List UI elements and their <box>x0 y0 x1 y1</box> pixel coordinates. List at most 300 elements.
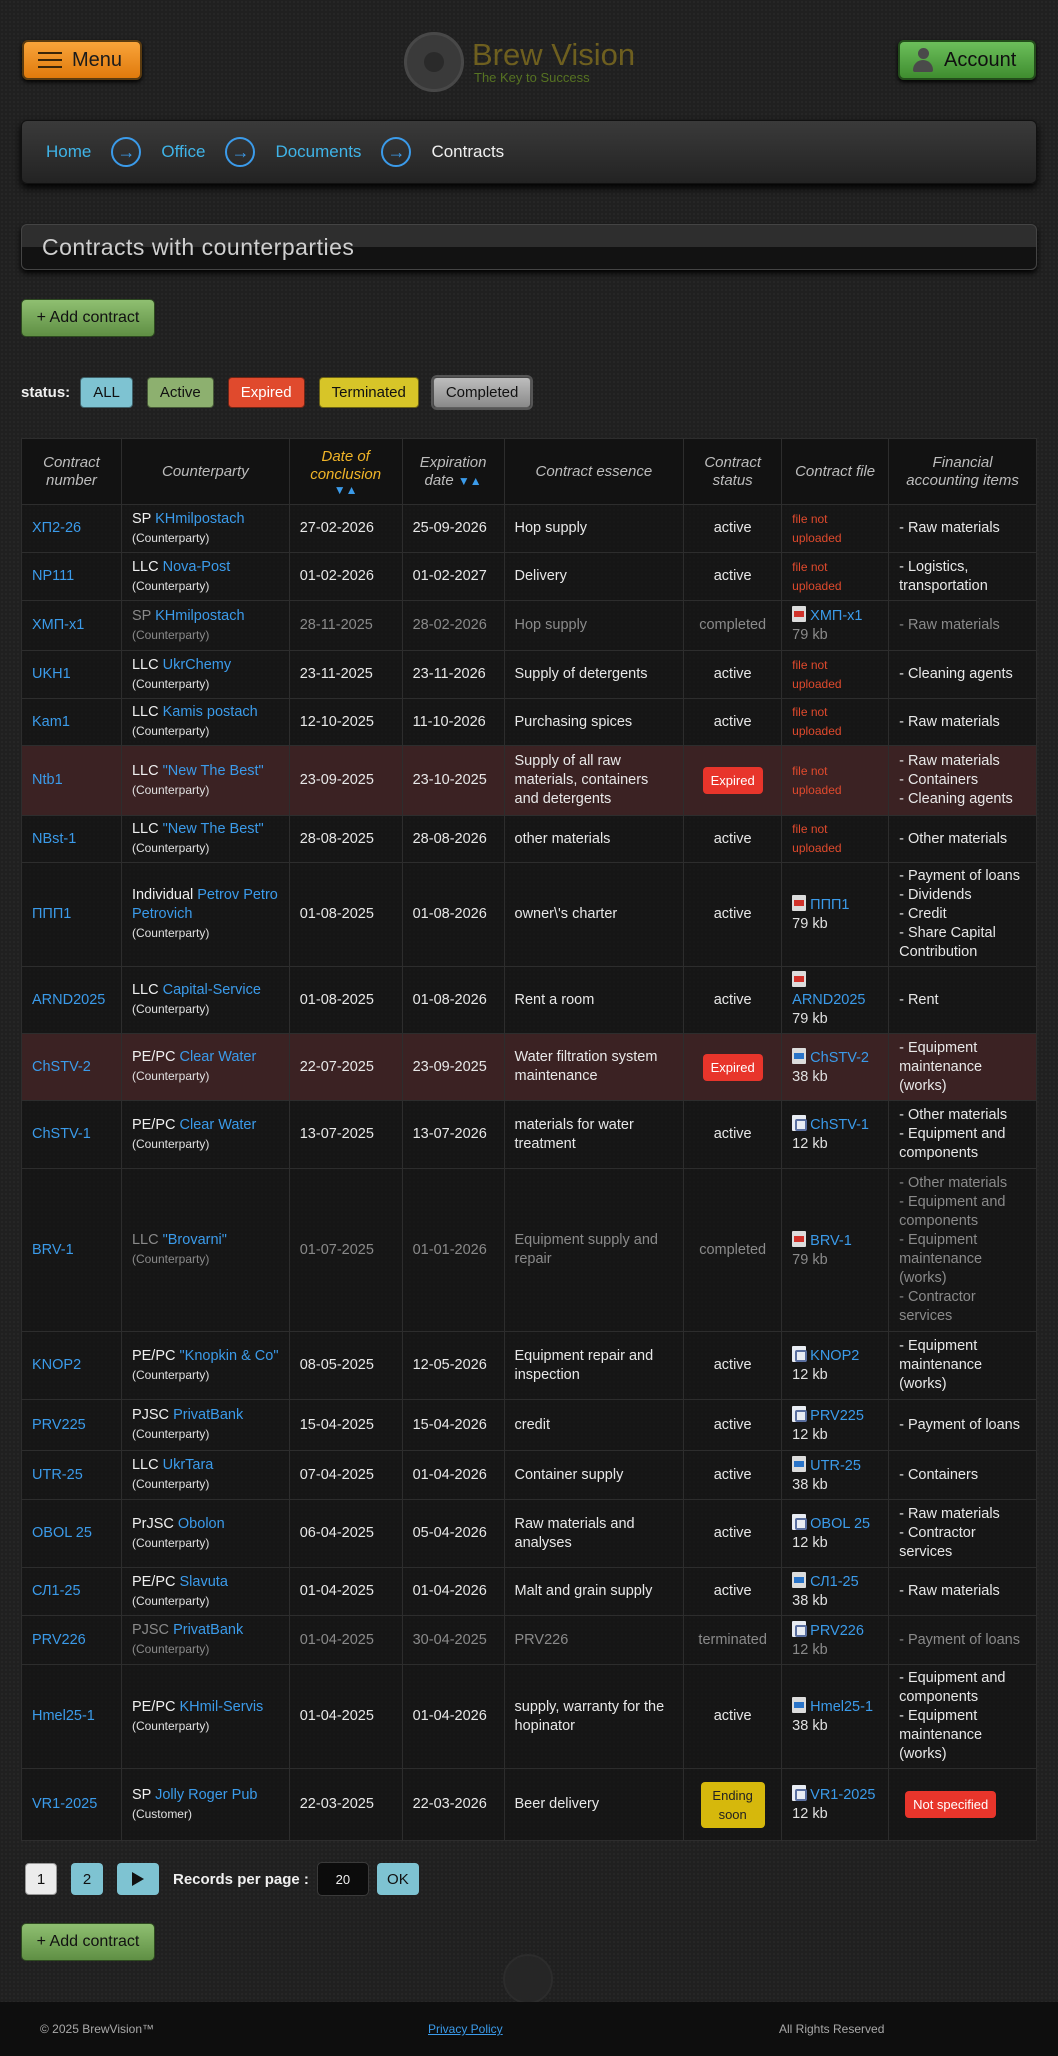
conclusion-date-cell: 12-10-2025 <box>289 699 402 746</box>
contract-number-cell <box>22 746 122 816</box>
accounting-cell <box>889 1034 1037 1101</box>
essence-cell: Equipment repair and inspection <box>504 1332 684 1400</box>
contract-number-cell <box>22 1769 122 1841</box>
accounting-cell <box>889 601 1037 651</box>
counterparty-role: (Counterparty) <box>131 1069 210 1083</box>
file-size: 12 kb <box>792 1535 828 1551</box>
contract-file-link[interactable]: BRV-1 <box>810 1232 852 1249</box>
breadcrumb-current: Contracts <box>431 142 505 161</box>
accounting-items: - Cleaning agents <box>899 666 1013 682</box>
status-text: completed <box>699 1241 767 1258</box>
file-not-uploaded: file not uploaded <box>792 705 842 738</box>
counterparty-link[interactable]: Jolly Roger Pub <box>155 1786 258 1803</box>
contract-number-link[interactable]: Hmel25-1 <box>32 1708 95 1724</box>
status-cell <box>684 505 782 553</box>
scan-file-icon <box>792 1514 806 1530</box>
contract-number-link[interactable]: Kam1 <box>32 713 70 730</box>
table-row <box>22 1451 1037 1500</box>
user-icon <box>912 48 934 72</box>
status-cell <box>684 863 782 967</box>
contract-number-cell <box>22 651 122 699</box>
contract-number-link[interactable]: PRV225 <box>32 1416 86 1433</box>
contract-file-link[interactable]: UTR-25 <box>810 1457 861 1474</box>
accounting-cell <box>889 505 1037 553</box>
expiration-date-cell: 01-01-2026 <box>402 1169 504 1332</box>
contract-file-link[interactable]: VR1-2025 <box>810 1787 876 1803</box>
status-cell <box>684 651 782 699</box>
contract-number-link[interactable]: UKH1 <box>32 666 71 682</box>
status-badge: Ending soon <box>701 1782 765 1828</box>
conclusion-date-cell: 07-04-2025 <box>289 1451 402 1500</box>
company-type: LLC <box>131 558 159 575</box>
doc-file-icon <box>792 1697 806 1713</box>
status-text: active <box>713 1708 752 1724</box>
table-row <box>22 699 1037 746</box>
pdf-file-icon <box>792 606 806 622</box>
accounting-cell <box>889 1169 1037 1332</box>
counterparty-role: (Counterparty) <box>131 1535 210 1550</box>
privacy-policy-link[interactable]: Privacy Policy <box>428 2022 503 2036</box>
accounting-cell <box>889 1500 1037 1568</box>
col-contract-essence: Contract essence <box>504 439 684 505</box>
essence-cell: supply, warranty for the hopinator <box>504 1665 684 1769</box>
file-size: 79 kb <box>792 627 828 643</box>
status-text: terminated <box>698 1631 767 1648</box>
status-terminated-button[interactable]: Terminated <box>319 377 419 408</box>
col-contract-number: Contract number <box>22 439 122 505</box>
company-type: Individual <box>131 887 194 903</box>
accounting-items: - Equipment maintenance (works) <box>899 1338 983 1392</box>
contract-number-link[interactable]: ChSTV-1 <box>32 1126 91 1142</box>
file-size: 38 kb <box>792 1068 828 1085</box>
status-text: active <box>713 1583 752 1599</box>
accounting-cell <box>889 1332 1037 1400</box>
essence-cell: Hop supply <box>504 601 684 651</box>
file-not-uploaded: file not uploaded <box>792 763 842 797</box>
expiration-date-cell: 15-04-2026 <box>402 1400 504 1451</box>
status-text: active <box>713 830 752 847</box>
accounting-items: - Equipment maintenance (works) <box>899 1039 983 1094</box>
counterparty-role: (Counterparty) <box>131 1002 210 1016</box>
file-cell <box>782 553 889 601</box>
conclusion-date-cell: 22-03-2025 <box>289 1769 402 1841</box>
accounting-items: - Raw materials <box>899 1583 1000 1599</box>
file-not-uploaded: file not uploaded <box>792 559 842 593</box>
accounting-cell <box>889 967 1037 1034</box>
file-size: 12 kb <box>792 1136 828 1152</box>
contract-number-link[interactable]: KNOP2 <box>32 1357 82 1373</box>
logo[interactable] <box>404 30 635 94</box>
file-cell <box>782 746 889 816</box>
company-type: LLC <box>131 762 159 779</box>
counterparty-link[interactable]: "New The Best" <box>162 762 264 779</box>
table-row <box>22 1169 1037 1332</box>
status-cell <box>684 1769 782 1841</box>
counterparty-link[interactable]: Clear Water <box>179 1116 257 1133</box>
contract-file-link[interactable]: Hmel25-1 <box>810 1699 874 1715</box>
status-filter <box>21 376 545 408</box>
contract-file-link[interactable]: СЛ1-25 <box>810 1574 859 1590</box>
contract-number-link[interactable]: OBOL 25 <box>32 1525 92 1541</box>
status-completed-button[interactable]: Completed <box>433 377 532 408</box>
counterparty-role: (Counterparty) <box>131 1477 210 1491</box>
accounting-cell <box>889 1665 1037 1769</box>
file-cell <box>782 651 889 699</box>
conclusion-date-cell: 28-11-2025 <box>289 601 402 651</box>
file-cell <box>782 1769 889 1841</box>
col-expiration-date[interactable] <box>402 439 504 505</box>
file-cell <box>782 1034 889 1101</box>
expiration-date-cell: 28-02-2026 <box>402 601 504 651</box>
status-cell <box>684 1665 782 1769</box>
table-header-row <box>22 439 1037 505</box>
contract-number-link[interactable]: VR1-2025 <box>32 1796 98 1812</box>
contract-number-cell <box>22 1400 122 1451</box>
counterparty-cell <box>121 1616 289 1665</box>
counterparty-role: (Counterparty) <box>131 926 210 940</box>
conclusion-date-cell: 15-04-2025 <box>289 1400 402 1451</box>
file-not-uploaded: file not uploaded <box>792 511 842 545</box>
conclusion-date-cell: 27-02-2026 <box>289 505 402 553</box>
counterparty-link[interactable]: Nova-Post <box>162 558 231 575</box>
counterparty-cell <box>121 816 289 863</box>
status-cell <box>684 1500 782 1568</box>
counterparty-cell <box>121 1568 289 1616</box>
counterparty-link[interactable]: UkrChemy <box>162 656 232 673</box>
file-size: 79 kb <box>792 1011 828 1027</box>
scan-file-icon <box>792 1346 806 1362</box>
contract-number-link[interactable]: ХП2-26 <box>32 520 82 536</box>
conclusion-date-cell: 01-08-2025 <box>289 863 402 967</box>
scan-file-icon <box>792 1621 806 1637</box>
status-all-button[interactable]: ALL <box>80 377 133 408</box>
expiration-date-cell: 13-07-2026 <box>402 1101 504 1169</box>
essence-cell: other materials <box>504 816 684 863</box>
counterparty-link[interactable]: Slavuta <box>179 1573 228 1590</box>
add-contract-button[interactable]: + Add contract <box>21 299 155 337</box>
file-not-uploaded: file not uploaded <box>792 657 842 691</box>
file-size: 79 kb <box>792 1251 828 1268</box>
contract-number-link[interactable]: BRV-1 <box>32 1241 74 1258</box>
pagination <box>25 1862 419 1896</box>
file-size: 12 kb <box>792 1426 828 1443</box>
essence-cell: Container supply <box>504 1451 684 1500</box>
table-row <box>22 1101 1037 1169</box>
file-cell <box>782 863 889 967</box>
contract-file-link[interactable]: ChSTV-2 <box>810 1049 869 1066</box>
counterparty-link[interactable]: KHmilpostach <box>155 510 245 527</box>
accounting-cell <box>889 1769 1037 1841</box>
file-cell <box>782 1451 889 1500</box>
counterparty-cell <box>121 967 289 1034</box>
sort-arrows-icon[interactable]: ▼▲ <box>457 473 482 488</box>
accounting-items: - Payment of loans - Dividends - Credit - Share Capital Contribution <box>899 868 1020 960</box>
contract-file-link[interactable]: ХМП-х1 <box>810 608 863 624</box>
status-badge: Expired <box>703 1054 763 1081</box>
accounting-cell <box>889 651 1037 699</box>
company-type: PJSC <box>131 1407 170 1423</box>
counterparty-role: (Counterparty) <box>131 1642 210 1656</box>
records-per-page-label: Records per page : <box>173 1870 309 1888</box>
table-row <box>22 1400 1037 1451</box>
conclusion-date-cell: 08-05-2025 <box>289 1332 402 1400</box>
next-page-button[interactable] <box>117 1863 159 1895</box>
company-type: LLC <box>131 821 159 837</box>
status-text: active <box>713 1416 752 1433</box>
essence-cell: materials for water treatment <box>504 1101 684 1169</box>
doc-file-icon <box>792 1572 806 1588</box>
company-type: PE/PC <box>131 1347 176 1364</box>
contract-number-cell <box>22 1616 122 1665</box>
contract-number-cell <box>22 863 122 967</box>
arrow-right-icon: → <box>225 137 255 167</box>
conclusion-date-cell: 22-07-2025 <box>289 1034 402 1101</box>
add-contract-button-bottom[interactable]: + Add contract <box>21 1923 155 1961</box>
accounting-items: - Equipment and components - Equipment maintenance (works) <box>899 1670 1006 1762</box>
logo-subtitle: The Key to Success <box>474 70 590 85</box>
table-row <box>22 651 1037 699</box>
status-text: active <box>713 906 752 922</box>
table-row <box>22 601 1037 651</box>
contract-number-cell <box>22 1568 122 1616</box>
arrow-right-icon: → <box>111 137 141 167</box>
contract-file-link[interactable]: PRV226 <box>810 1622 864 1639</box>
footer-rights: All Rights Reserved <box>779 2022 885 2036</box>
counterparty-link[interactable]: PrivatBank <box>173 1622 244 1638</box>
contract-number-cell <box>22 1034 122 1101</box>
status-cell <box>684 1034 782 1101</box>
conclusion-date-cell: 01-07-2025 <box>289 1169 402 1332</box>
account-label: Account <box>944 48 1017 71</box>
table-row <box>22 1332 1037 1400</box>
counterparty-link[interactable]: KHmilpostach <box>155 607 245 624</box>
menu-button[interactable] <box>22 40 142 80</box>
essence-cell: Equipment supply and repair <box>504 1169 684 1332</box>
essence-cell: Hop supply <box>504 505 684 553</box>
contract-number-link[interactable]: ХМП-х1 <box>32 617 85 633</box>
contract-number-link[interactable]: ППП1 <box>32 906 72 922</box>
breadcrumb-home[interactable]: Home <box>46 142 92 161</box>
pdf-file-icon <box>792 895 806 911</box>
status-text: active <box>713 1126 752 1142</box>
contract-number-cell <box>22 1332 122 1400</box>
col-date-of-conclusion[interactable] <box>289 439 402 505</box>
counterparty-cell <box>121 1169 289 1332</box>
expiration-date-cell: 01-08-2026 <box>402 967 504 1034</box>
company-type: PE/PC <box>131 1049 176 1065</box>
contract-number-cell <box>22 1101 122 1169</box>
page-title: Contracts with counterparties <box>21 224 1037 270</box>
contract-number-link[interactable]: NBst-1 <box>32 830 77 847</box>
contract-number-link[interactable]: Ntb1 <box>32 772 63 788</box>
doc-file-icon <box>792 1048 806 1064</box>
contract-number-link[interactable]: PRV226 <box>32 1631 86 1648</box>
company-type: PE/PC <box>131 1573 176 1590</box>
counterparty-link[interactable]: Clear Water <box>179 1049 257 1065</box>
contract-number-cell <box>22 699 122 746</box>
col-date-of-conclusion-label: Date of conclusion <box>310 447 382 483</box>
counterparty-link[interactable]: Capital-Service <box>162 982 261 998</box>
counterparty-role: (Counterparty) <box>131 627 210 642</box>
counterparty-cell <box>121 651 289 699</box>
essence-cell: PRV226 <box>504 1616 684 1665</box>
status-cell <box>684 553 782 601</box>
doc-file-icon <box>792 1456 806 1472</box>
contract-file-link[interactable]: KNOP2 <box>810 1348 860 1364</box>
conclusion-date-cell: 01-08-2025 <box>289 967 402 1034</box>
contract-number-link[interactable]: ARND2025 <box>32 991 106 1008</box>
file-cell <box>782 816 889 863</box>
file-cell <box>782 1500 889 1568</box>
col-contract-file: Contract file <box>782 439 889 505</box>
counterparty-cell <box>121 1400 289 1451</box>
counterparty-link[interactable]: "Brovarni" <box>162 1232 227 1248</box>
file-cell <box>782 601 889 651</box>
conclusion-date-cell: 13-07-2025 <box>289 1101 402 1169</box>
contract-file-link[interactable]: ChSTV-1 <box>810 1117 869 1133</box>
accounting-items: - Other materials <box>899 830 1008 847</box>
records-per-page-input[interactable] <box>317 1862 369 1896</box>
ok-button[interactable]: OK <box>377 1863 419 1895</box>
contract-number-cell <box>22 816 122 863</box>
status-filter-label: status: <box>21 383 71 401</box>
status-active-button[interactable]: Active <box>147 377 214 408</box>
contract-file-link[interactable]: OBOL 25 <box>810 1516 871 1532</box>
counterparty-link[interactable]: "New The Best" <box>162 821 264 837</box>
conclusion-date-cell: 01-04-2025 <box>289 1568 402 1616</box>
company-type: PE/PC <box>131 1698 176 1715</box>
status-cell <box>684 816 782 863</box>
sort-arrows-icon[interactable]: ▼▲ <box>333 482 358 497</box>
accounting-items: - Rent <box>899 991 939 1008</box>
table-row <box>22 1665 1037 1769</box>
company-type: LLC <box>131 982 159 998</box>
accounting-items: - Raw materials - Containers - Cleaning agents <box>899 753 1013 807</box>
file-cell <box>782 1400 889 1451</box>
page-2-button[interactable]: 2 <box>71 1863 103 1895</box>
counterparty-cell <box>121 863 289 967</box>
pdf-file-icon <box>792 1231 806 1247</box>
expiration-date-cell: 22-03-2026 <box>402 1769 504 1841</box>
contract-number-cell <box>22 1169 122 1332</box>
expiration-date-cell: 23-09-2025 <box>402 1034 504 1101</box>
expiration-date-cell: 11-10-2026 <box>402 699 504 746</box>
expiration-date-cell: 01-04-2026 <box>402 1568 504 1616</box>
contract-file-link[interactable]: ARND2025 <box>792 992 866 1008</box>
accounting-items: - Raw materials - Contractor services <box>899 1506 1000 1560</box>
accounting-items: - Raw materials <box>899 713 1000 730</box>
essence-cell: Raw materials and analyses <box>504 1500 684 1568</box>
counterparty-cell <box>121 1034 289 1101</box>
logo-emblem-icon <box>404 32 464 92</box>
counterparty-link[interactable]: Petrov Petro Petrovich <box>131 887 278 922</box>
contract-number-link[interactable]: СЛ1-25 <box>32 1583 81 1599</box>
essence-cell: Supply of all raw materials, containers and detergents <box>504 746 684 816</box>
counterparty-cell <box>121 601 289 651</box>
essence-cell: Malt and grain supply <box>504 1568 684 1616</box>
col-contract-status: Contract status <box>684 439 782 505</box>
breadcrumb-office[interactable]: Office <box>161 142 206 161</box>
file-size: 38 kb <box>792 1718 828 1734</box>
col-counterparty: Counterparty <box>121 439 289 505</box>
accounting-items: - Raw materials <box>899 520 1000 536</box>
status-expired-button[interactable]: Expired <box>228 377 305 408</box>
accounting-cell <box>889 863 1037 967</box>
contract-file-link[interactable]: PRV225 <box>810 1407 864 1424</box>
contract-number-cell <box>22 1665 122 1769</box>
essence-cell: Purchasing spices <box>504 699 684 746</box>
contract-number-link[interactable]: UTR-25 <box>32 1466 83 1483</box>
contracts-table <box>21 438 1037 1841</box>
status-text: active <box>713 568 752 584</box>
counterparty-link[interactable]: Obolon <box>177 1515 225 1532</box>
footer-copyright: © 2025 BrewVision™ <box>40 2022 155 2036</box>
expiration-date-cell: 01-04-2026 <box>402 1665 504 1769</box>
counterparty-link[interactable]: UkrTara <box>162 1457 214 1473</box>
table-row <box>22 1034 1037 1101</box>
essence-cell: Water filtration system maintenance <box>504 1034 684 1101</box>
expiration-date-cell: 23-11-2026 <box>402 651 504 699</box>
counterparty-role: (Counterparty) <box>131 676 210 691</box>
counterparty-link[interactable]: PrivatBank <box>173 1407 244 1423</box>
contract-number-link[interactable]: ChSTV-2 <box>32 1058 91 1075</box>
accounting-items: - Other materials - Equipment and components <box>899 1107 1008 1161</box>
counterparty-cell <box>121 553 289 601</box>
account-button[interactable] <box>898 40 1036 80</box>
counterparty-role: (Counterparty) <box>131 841 210 855</box>
status-badge: Expired <box>703 767 763 794</box>
status-text: active <box>713 520 752 536</box>
page-1-button[interactable]: 1 <box>25 1863 57 1895</box>
company-type: LLC <box>131 1232 159 1248</box>
breadcrumb-documents[interactable]: Documents <box>275 142 362 161</box>
counterparty-link[interactable]: KHmil-Servis <box>179 1698 264 1715</box>
conclusion-date-cell: 28-08-2025 <box>289 816 402 863</box>
contract-number-cell <box>22 967 122 1034</box>
company-type: PrJSC <box>131 1515 174 1532</box>
table-row <box>22 1500 1037 1568</box>
contract-number-link[interactable]: NP111 <box>32 568 75 584</box>
counterparty-role: (Counterparty) <box>131 1367 210 1382</box>
counterparty-link[interactable]: "Knopkin & Co" <box>179 1347 279 1364</box>
company-type: SP <box>131 607 152 624</box>
expiration-date-cell: 30-04-2025 <box>402 1616 504 1665</box>
contract-file-link[interactable]: ППП1 <box>810 897 850 913</box>
counterparty-cell <box>121 1332 289 1400</box>
logo-title: Brew Vision <box>472 37 636 72</box>
accounting-cell <box>889 699 1037 746</box>
accounting-items: - Payment of loans <box>899 1416 1020 1433</box>
counterparty-cell <box>121 1769 289 1841</box>
counterparty-role: (Counterparty) <box>131 578 210 593</box>
status-text: completed <box>699 617 767 633</box>
footer <box>0 2002 1058 2056</box>
conclusion-date-cell: 23-11-2025 <box>289 651 402 699</box>
counterparty-link[interactable]: Kamis postach <box>162 704 258 720</box>
contracts-table-body <box>22 505 1037 1841</box>
contract-number-cell <box>22 1500 122 1568</box>
company-type: SP <box>131 1786 152 1803</box>
pdf-file-icon <box>792 971 806 987</box>
file-size: 12 kb <box>792 1806 828 1822</box>
counterparty-cell <box>121 746 289 816</box>
file-cell <box>782 1616 889 1665</box>
contract-number-cell <box>22 1451 122 1500</box>
status-text: active <box>713 991 752 1008</box>
company-type: PE/PC <box>131 1116 176 1133</box>
file-size: 38 kb <box>792 1476 828 1493</box>
status-cell <box>684 746 782 816</box>
